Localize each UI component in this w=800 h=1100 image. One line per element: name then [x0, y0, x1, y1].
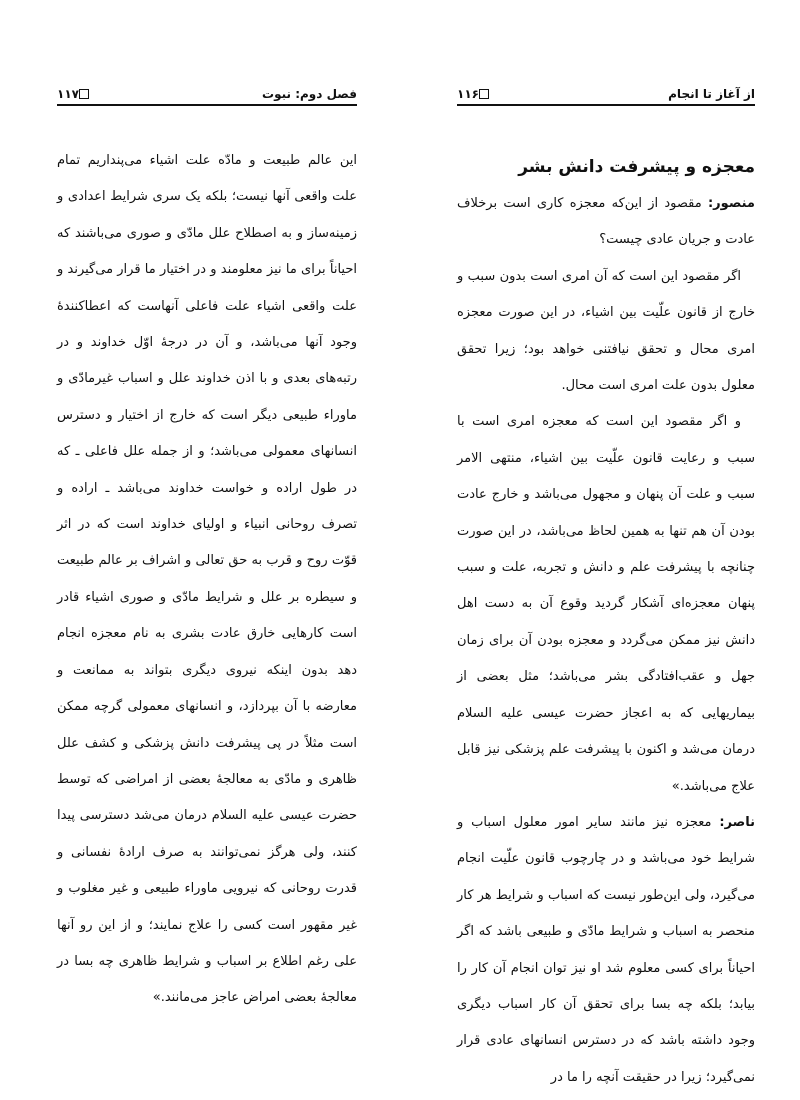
right-paragraph-2: و اگر مقصود این است که معجزه امری است با سبب و رعایت قانون علّیت بین اشیاء، منتهی الامر سبب و علت آن پنهان و مجهول می‌باشد و خارج عادت بودن آن هم تنها به همین لحاظ می‌باشد، در این صورت چنانچه با پیشرفت علم و دانش و تجربه، علت و سبب پنهان معجزه‌ای آشکار گردید وقوع آن به دست اهل دانش نیز ممکن می‌گردد و معجزه بودن آن برای زمان جهل و عقب‌افتادگی بشر می‌باشد؛ مثل بعضی از بیماریهایی که به اعجاز حضرت عیسی عليه السلام درمان می‌شد و اکنون با پیشرفت علم پزشکی نیز قابل علاج می‌باشد.» [457, 414, 755, 794]
left-page-number [57, 87, 91, 101]
right-page-book-title: از آغاز تا انجام [668, 87, 755, 101]
left-page-chapter-title: فصل دوم: نبوت [262, 87, 357, 101]
section-heading: معجزه و پیشرفت دانش بشر [518, 157, 755, 177]
speaker-mansour: منصور: [707, 196, 755, 211]
page-box-icon [79, 89, 89, 99]
mansour-question-text: مقصود از این‌که معجزه کاری است برخلاف عادت و جریان عادی چیست؟ [457, 196, 755, 248]
speaker-naser: ناصر: [719, 814, 755, 830]
right-paragraph-1: اگر مقصود این است که آن امری است بدون سبب و خارج از قانون علّیت بین اشیاء، در این صورت معجزه امری محال و تحقق نیافتنی خواهد بود؛ زیرا تحقق معلول بدون علت امری است محال. [457, 268, 755, 394]
left-page-number-text: ۱۱۷ [57, 87, 79, 101]
left-paragraph-1: این عالم طبیعت و مادّه علت اشیاء می‌پنداریم تمام علت واقعی آنها نیست؛ بلکه یک سری شرایط اعدادی و زمینه‌ساز و به اصطلاح علل مادّی و صوری می‌باشند که احیاناً برای ما نیز معلومند و در اختیار ما قرار می‌گیرند و علت واقعی اشیاء علت فاعلی آنهاست که اعطاکنندهٔ وجود آنها می‌باشد، و آن در درجهٔ اوّل خداوند و در رتبه‌های بعدی و با اذن خداوند علل و اسباب غیرمادّی و ماوراء طبیعی دیگر است که خارج از اختیار و دسترس انسانهای معمولی می‌باشد؛ و از جمله علل فاعلی ـ که در طول اراده و خواست خداوند می‌باشد ـ اراده و تصرف روحانی انبیاء و اولیای خداوند است که در اثر قوّت روح و قرب به حق تعالی و اشراف بر عالم طبیعت و سیطره بر علل و شرایط مادّی و صوری اشیاء قادر است کارهایی خارق عادت بشری به نام معجزه انجام دهد بدون اینکه نیروی دیگری بتواند به ممانعت و معارضه با آن بپردازد، و انسانهای معمولی گرچه ممکن است مثلاً در پی پیشرفت دانش پزشکی و کشف علل ظاهری و مادّی به معالجهٔ بعضی از امراضی که توسط حضرت عیسی عليه السلام درمان می‌شد دسترسی پیدا کنند، ولی هرگز نمی‌توانند به صرف ارادهٔ نفسانی و قدرت روحانی که نیرویی ماوراء طبیعی و غیر مغلوب و غیر مقهور است کسی را علاج نمایند؛ و از این رو آنها علی رغم اطلاع بر اسباب و شرایط ظاهری چه بسا در معالجهٔ بعضی امراض عاجز می‌مانند.» [57, 153, 357, 1006]
right-header-rule [457, 104, 755, 106]
left-page-header [57, 83, 357, 109]
left-header-rule [57, 104, 357, 106]
right-page-body [457, 150, 755, 1096]
page-box-icon [479, 89, 489, 99]
right-page-number-text: ۱۱۶ [457, 87, 479, 101]
naser-answer-text: معجزه نیز مانند سایر امور معلول اسباب و شرایط خود می‌باشد و در چارچوب قانون علّیت انجام می‌گیرد، ولی این‌طور نیست که اسباب و شرایط هر کار منحصر به اسباب و شرایط مادّی و طبیعی باشد که اگر احیاناً برای کسی معلوم شد او نیز توان انجام آن کار را بیابد؛ بلکه چه بسا برای تحقق آن کار اسباب دیگری وجود داشته باشد که در دسترس انسانهای عادی قرار نمی‌گیرد؛ زیرا در حقیقت آنچه را ما در [457, 814, 755, 1085]
right-page-header [457, 83, 755, 109]
right-page-number [457, 87, 491, 101]
right-page [400, 0, 800, 1100]
left-page-body [57, 143, 357, 1017]
naser-answer-paragraph [457, 805, 755, 1096]
mansour-question-paragraph [457, 186, 755, 259]
